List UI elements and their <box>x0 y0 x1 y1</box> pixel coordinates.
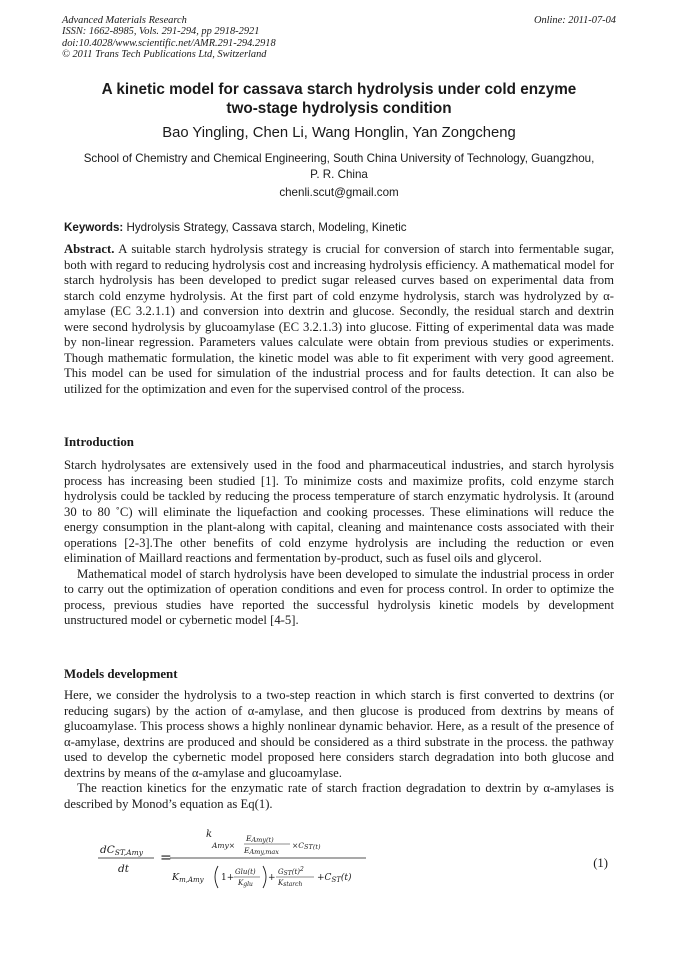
abstract <box>64 242 614 397</box>
glu-denominator: Kglu <box>238 879 253 888</box>
doi-line: doi:10.4028/www.scientific.net/AMR.291-294.2918 <box>62 37 276 49</box>
e-amy-denominator: EAmy,max <box>244 846 279 856</box>
keywords-list: Hydrolysis Strategy, Cassava starch, Modeling, Kinetic <box>126 221 407 234</box>
e-amy-numerator: EAmy(t) <box>246 834 274 844</box>
equals-sign: = <box>160 850 172 866</box>
km-term: $K_{m,Amy}$ <box>172 872 204 884</box>
equation-1 <box>96 826 616 896</box>
introduction-section <box>64 458 614 629</box>
issn-line: ISSN: 1662-8985, Vols. 291-294, pp 2918-2921 <box>62 26 260 38</box>
keywords <box>64 221 616 235</box>
affiliation-line-2: P. R. China <box>310 168 368 181</box>
models-paragraph-1: Here, we consider the hydrolysis to a two-step reaction in which starch is first converted to dextrins (or reducing sugars) by the action of α-amylase, and then glucose is produced from dextrins by means of glucoamylase. This process shows a highly nonlinear dynamic behavior. Here, as a result of the presence of α-amylase, dextrins are produced and should be considered as a third substrate in the process. the pathway used to develop the cybernetic model proposed here considers starch degradation into both glucose and dextrins by means of the α-amylase and glucoamylase. <box>64 688 614 780</box>
models-paragraph-2: The reaction kinetics for the enzymatic rate of starch fraction degradation to dextrin by α-amylases is described by Monod’s equation as Eq(1). <box>64 781 614 811</box>
paper-title <box>62 80 616 118</box>
abstract-label: Abstract. <box>64 242 115 256</box>
intro-paragraph-1: Starch hydrolysates are extensively used in the food and pharmaceutical industries, and starch hyrolysis process has increasing been studied [1]. To minimize costs and maximize profits, cold enzyme starch hydrolysis could be tackled by reducing the process temperature of starch enzymatic hydrolysis. It (around 30 to 80 ˚C) will eliminate the liquefaction and cooking processes. These eliminations will reduce the energy consumption in the plant-along with capital, cleaning and maintenance costs associated with their operations [2-3].The other benefits of cold enzyme hydrolysis are including the reduction or even elimination of Maillard reactions and fermentation by-product, such as fusel oils and glycerol. <box>64 458 614 566</box>
title-line-2: two-stage hydrolysis condition <box>226 100 452 117</box>
models-section <box>64 688 614 812</box>
one-plus: 1+ <box>221 873 235 883</box>
equation-1-figure <box>96 826 576 896</box>
models-heading: Models development <box>64 667 178 681</box>
left-paren <box>215 866 218 888</box>
online-date: Online: 2011-07-04 <box>533 15 616 26</box>
affiliation <box>60 151 618 183</box>
abstract-text: A suitable starch hydrolysis strategy is crucial for conversion of starch into fermentable sugar, both with regard to reducing hydrolysis cost and increasing hydrolysis efficiency. A mathematical model for starch hydrolysis has been developed to predict sugar released curves based on experimental data from starch cold enzyme hydrolysis. At the first part of cold enzyme hydrolysis, starch was hydrolyzed by α-amylase (EC 3.2.1.1) and conversion into dextrin and glucose. Secondly, the residual starch and dextrin were second hydrolysis by glucoamylase (EC 3.2.1.3) into glucose. Fitting of experimental data was made by non-linear regression. Parameters values calculate were obtain from previous studies or experiments. Though mathematic formulation, the kinetic model was able to fit experiment with very good agreement. This model can be used for simulation of the industrial process and for faults detection. It can also be utilized for the optimization and even for the supervised control of the process. <box>64 242 615 396</box>
right-paren <box>263 866 266 888</box>
k-subscript: Amy× <box>212 841 236 850</box>
journal-header <box>62 15 616 61</box>
keywords-label: Keywords: <box>64 221 124 234</box>
equation-number: (1) <box>593 856 608 870</box>
k-starch-denominator: Kstarch <box>278 879 303 888</box>
c-st-denominator-term: $+C_{ST}(t)$ <box>317 873 352 884</box>
contact-email[interactable]: chenli.scut@gmail.com <box>279 186 399 199</box>
c-st-term: ×CST(t) <box>292 841 321 851</box>
intro-paragraph-2: Mathematical model of starch hydrolysis have been developed to simulate the industrial process in order to carry out the optimization of operation conditions and even for process control. In order to optimize the process, previous studies have reported the successful hydrolysis kinetic models by development unstructured model or cybernetic model [4-5]. <box>64 566 614 628</box>
journal-name: Advanced Materials Research <box>62 15 187 26</box>
lhs-denominator: dt <box>118 863 129 875</box>
glu-numerator: Glu(t) <box>235 868 256 876</box>
introduction-heading: Introduction <box>64 435 134 449</box>
lhs-numerator: dCST,Amy <box>100 844 143 857</box>
k-symbol: k <box>206 829 213 840</box>
author-list: Bao Yingling, Chen Li, Wang Honglin, Yan Zongcheng <box>162 125 516 141</box>
copyright-line: © 2011 Trans Tech Publications Ltd, Switzerland <box>62 49 267 61</box>
plus-sign: + <box>268 873 276 883</box>
title-line-1: A kinetic model for cassava starch hydrolysis under cold enzyme <box>101 81 577 98</box>
affiliation-line-1: School of Chemistry and Chemical Engineering, South China University of Technology, Guangzhou, <box>83 152 595 165</box>
g-st-numerator: GST(t)2 <box>278 866 304 877</box>
